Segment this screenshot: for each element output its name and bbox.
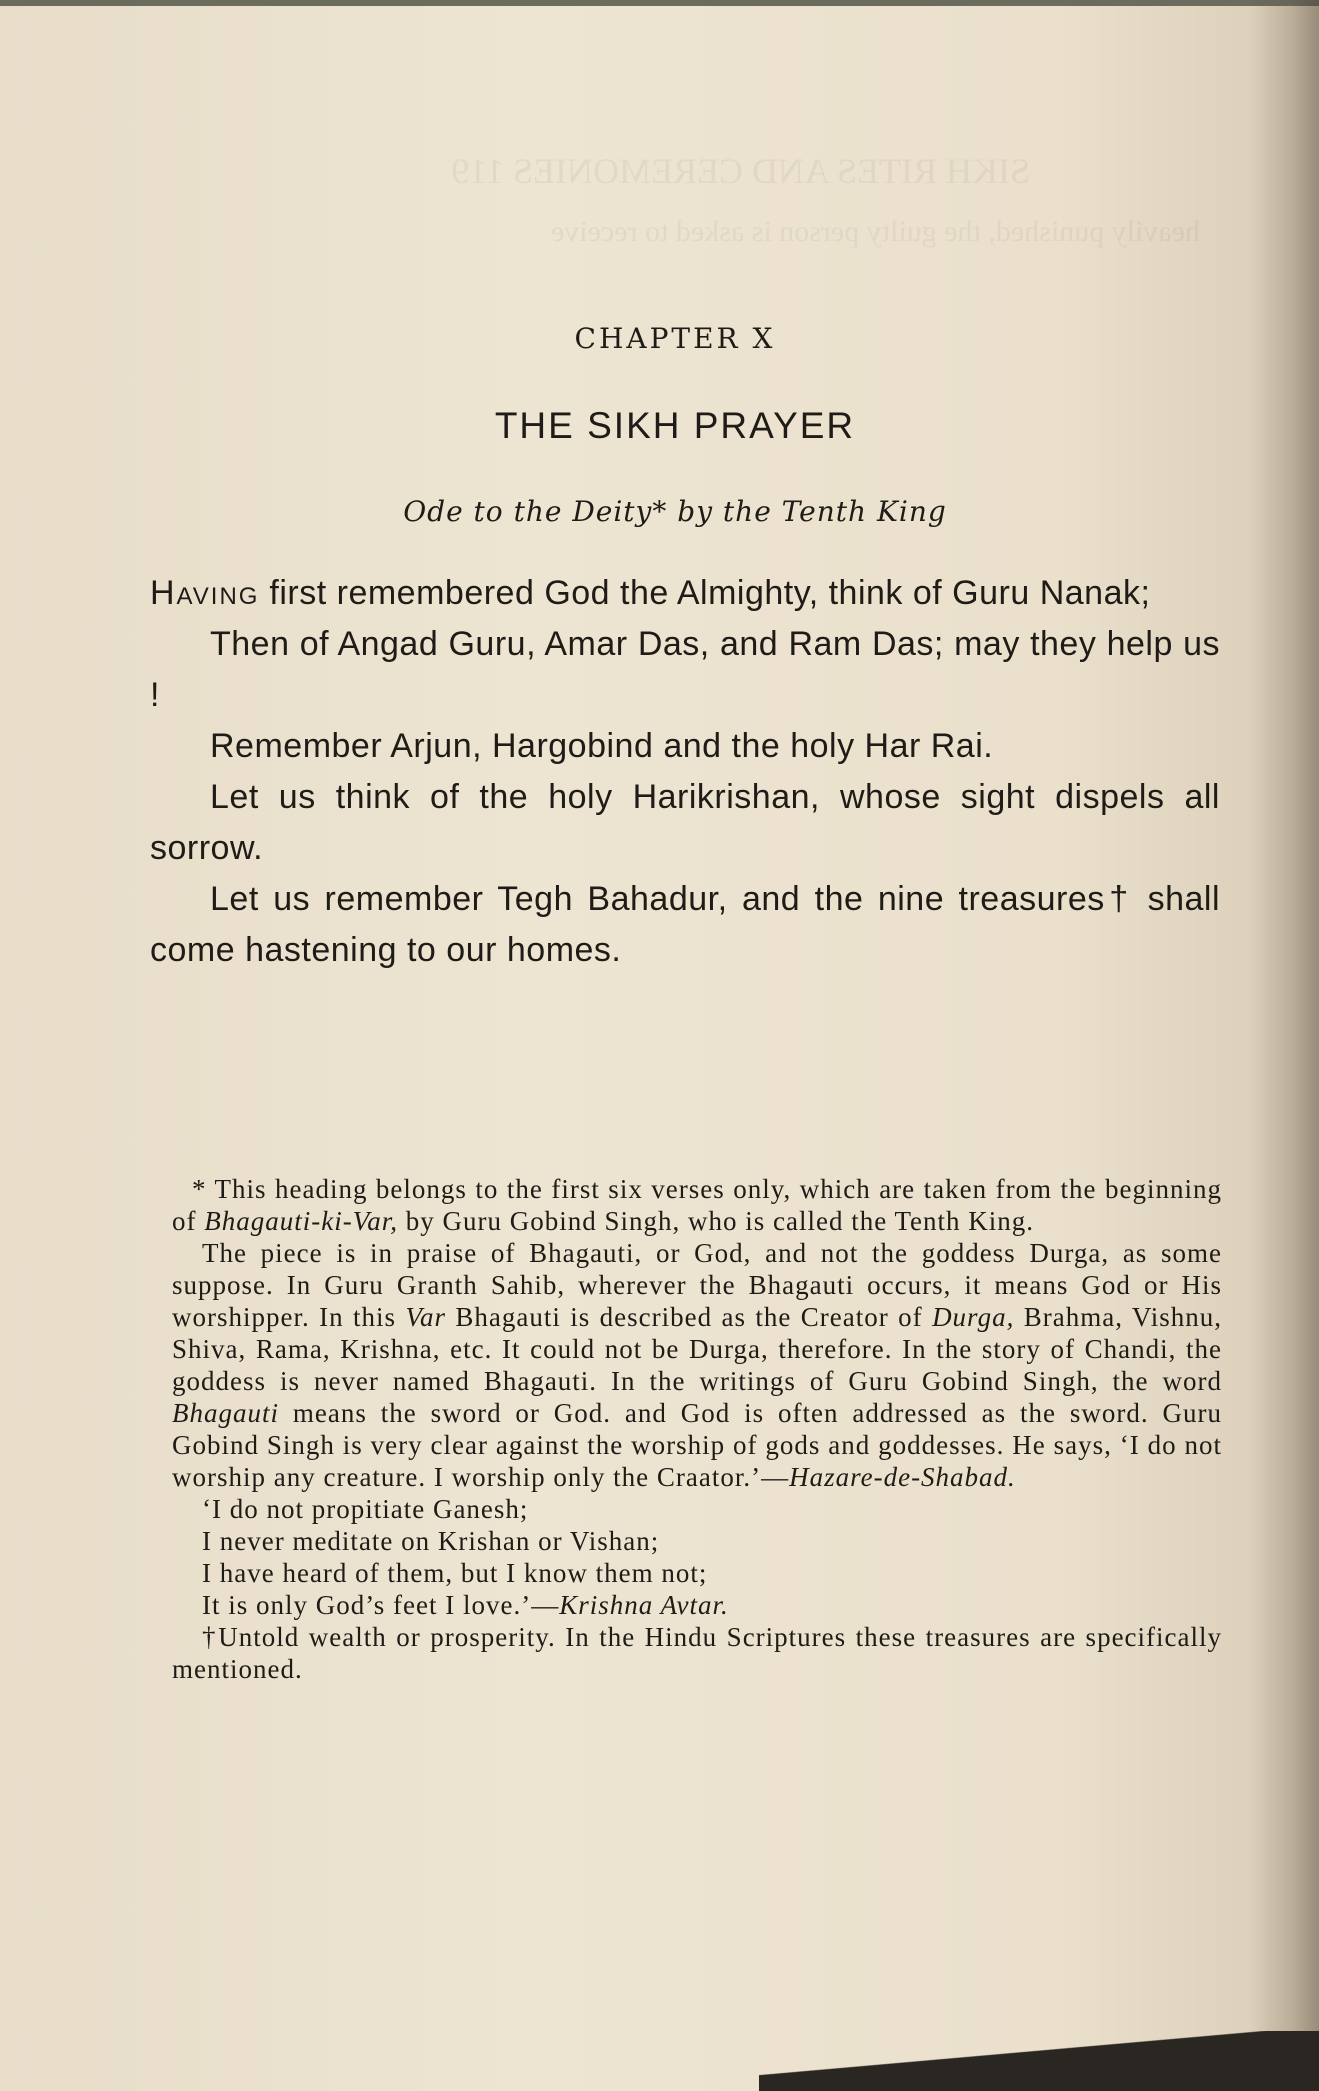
footnote-text: * This heading belongs to the first six verses only, which are taken from the beginning of — [172, 1174, 1222, 1236]
page-top-edge — [0, 0, 1319, 6]
prayer-verse: Let us think of the holy Harikrishan, whose sight dispels all sorrow. — [150, 778, 1220, 867]
footnote-text: Bhagauti is described as the Creator of — [445, 1302, 933, 1332]
prayer-verse: Let us remember Tegh Bahadur, and the nine treasures† shall come hastening to our homes. — [150, 880, 1220, 969]
page-title: THE SIKH PRAYER — [494, 405, 856, 446]
footnote — [172, 1237, 1222, 1493]
footnote: †Untold wealth or prosperity. In the Hindu Scriptures these treasures are specifically mentioned. — [172, 1622, 1222, 1684]
quoted-verse — [172, 1589, 1222, 1621]
verse-text: It is only God’s feet I love.’— — [202, 1590, 560, 1620]
footnote-source: Hazare-de-Shabad. — [789, 1462, 1016, 1492]
quoted-verse: ‘I do not propitiate Ganesh; — [202, 1494, 529, 1524]
page-corner — [759, 2031, 1319, 2091]
footnote — [172, 1173, 1222, 1237]
footnote-text: The piece is in praise of Bhagauti, or God, and not the goddess Durga, as some suppose. In Guru Granth Sahib, wherever the Bhagauti occurs, it means God or His worshipper. In this — [172, 1238, 1222, 1332]
show-through-text: SIKH RITES AND CEREMONIES 119 — [451, 151, 1030, 191]
prayer-verse: Remember Arjun, Hargobind and the holy Har Rai. — [210, 727, 994, 765]
footnote-text: means the sword or God. and God is often addressed as the sword. Guru Gobind Singh is very clear against the worship of gods and goddesses. He says, ‘I do not worship any creature. I worship only the Craator.’— — [172, 1398, 1222, 1492]
footnote-title: Bhagauti-ki-Var, — [204, 1206, 398, 1236]
footnote-title: Durga, — [932, 1302, 1015, 1332]
prayer-verse — [150, 568, 1220, 619]
footnotes — [172, 1173, 1222, 1685]
footnote-text: Brahma, Vishnu, Shiva, Rama, Krishna, etc. It could not be Durga, therefore. In the story of Chandi, the goddess is never named Bhagauti. In the writings of Guru Gobind Singh, the word — [172, 1302, 1222, 1396]
quoted-verse: I have heard of them, but I know them not; — [202, 1558, 708, 1588]
footnote-title: Var — [405, 1302, 446, 1332]
footnote-text: by Guru Gobind Singh, who is called the Tenth King. — [397, 1206, 1035, 1236]
subtitle: Ode to the Deity* by the Tenth King — [403, 495, 947, 528]
prayer-verse: Then of Angad Guru, Amar Das, and Ram Das; may they help us ! — [150, 625, 1220, 714]
page-spine-shadow — [1249, 0, 1319, 2091]
lead-word: Having — [150, 574, 260, 612]
verse-text: first remembered God the Almighty, think of Guru Nanak; — [259, 574, 1151, 612]
chapter-heading: CHAPTER X — [574, 322, 776, 355]
show-through-text: heavily punished, the guilty person is asked to receive — [551, 215, 1200, 248]
footnote-source: Krishna Avtar. — [559, 1590, 729, 1620]
footnote-title: Bhagauti — [172, 1398, 279, 1428]
prayer-body — [150, 568, 1220, 976]
quoted-verse: I never meditate on Krishan or Vishan; — [202, 1526, 660, 1556]
